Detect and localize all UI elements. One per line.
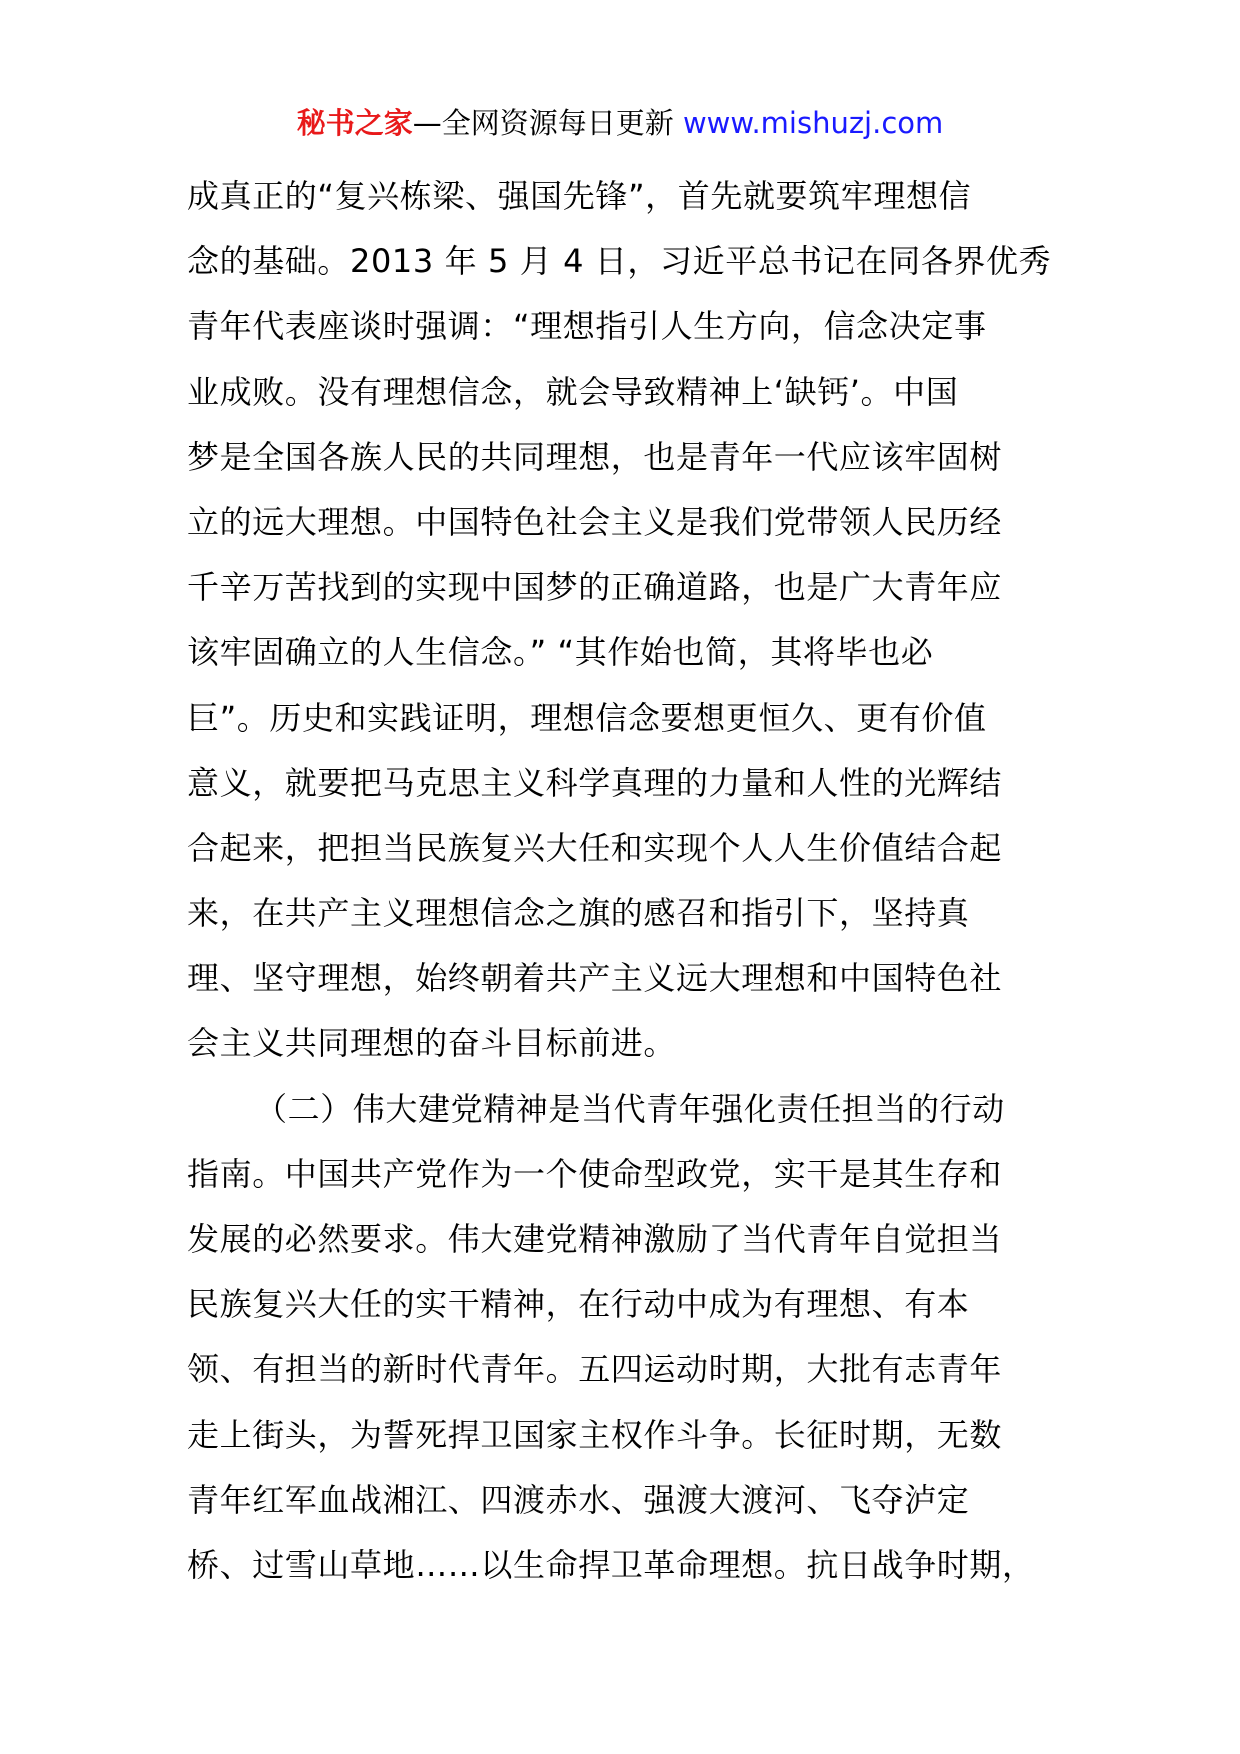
text-line: 成真正的“复兴栋梁、强国先锋”，首先就要筑牢理想信: [187, 177, 972, 215]
text-line: 发展的必然要求。伟大建党精神激励了当代青年自觉担当: [187, 1220, 1003, 1258]
brand-name: 秘书之家: [296, 106, 413, 140]
text-line: 青年代表座谈时强调：“理想指引人生方向，信念决定事: [187, 307, 987, 346]
text-line: 桥、过雪山草地……以生命捍卫革命理想。抗日战争时期，: [187, 1545, 1035, 1584]
header-slogan: —全网资源每日更新: [412, 106, 674, 140]
site-url-link[interactable]: www.mishuzj.com: [682, 106, 944, 140]
text-line: 立的远大理想。中国特色社会主义是我们党带领人民历经: [187, 502, 1003, 541]
document-body: [187, 164, 1053, 1598]
text-line: 来，在共产主义理想信念之旗的感召和指引下，坚持真: [187, 894, 970, 933]
page-header: [0, 100, 1240, 146]
text-line: 业成败。没有理想信念，就会导致精神上‘缺钙’。中国: [187, 372, 959, 411]
text-line: 走上街头，为誓死捍卫国家主权作斗争。长征时期，无数: [187, 1415, 1003, 1454]
section-heading-line: （二）伟大建党精神是当代青年强化责任担当的行动: [255, 1089, 1005, 1128]
text-line: 指南。中国共产党作为一个使命型政党，实干是其生存和: [187, 1154, 1003, 1193]
text-line: 梦是全国各族人民的共同理想，也是青年一代应该牢固树: [187, 437, 1003, 476]
text-line: 千辛万苦找到的实现中国梦的正确道路，也是广大青年应: [187, 568, 1003, 607]
text-line: 青年红军血战湘江、四渡赤水、强渡大渡河、飞夺泸定: [187, 1480, 970, 1519]
text-line: 该牢固确立的人生信念。” “其作始也简，其将毕也必: [187, 633, 934, 672]
text-line: 合起来，把担当民族复兴大任和实现个人人生价值结合起: [187, 828, 1003, 867]
text-line: 意义，就要把马克思主义科学真理的力量和人性的光辉结: [187, 763, 1003, 802]
text-line: 领、有担当的新时代青年。五四运动时期，大批有志青年: [187, 1350, 1003, 1389]
text-line: 念的基础。2013 年 5 月 4 日，习近平总书记在同各界优秀: [187, 242, 1052, 281]
text-line: 会主义共同理想的奋斗目标前进。: [187, 1024, 677, 1063]
text-line: 民族复兴大任的实干精神，在行动中成为有理想、有本: [187, 1285, 970, 1324]
text-line: 巨”。历史和实践证明，理想信念要想更恒久、更有价值: [187, 698, 987, 737]
text-line: 理、坚守理想，始终朝着共产主义远大理想和中国特色社: [187, 959, 1003, 998]
